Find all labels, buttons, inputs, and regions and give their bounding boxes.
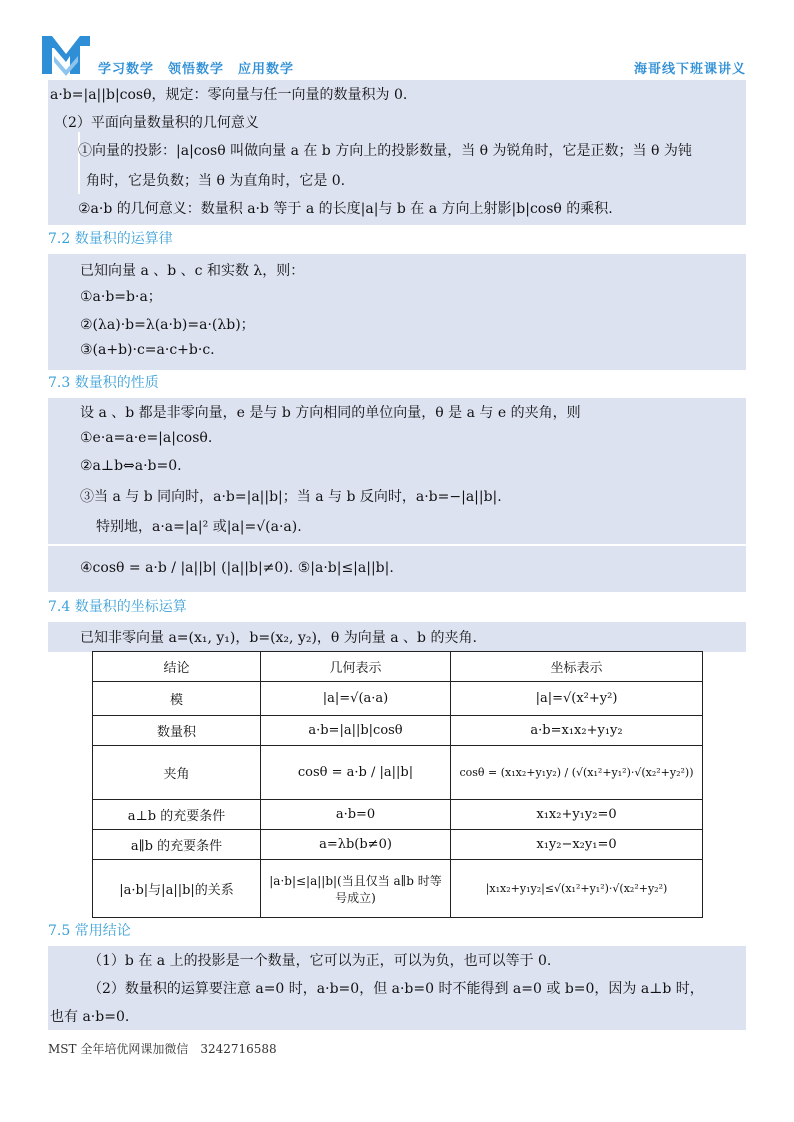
- section-title-7-5: 7.5 常用结论: [48, 923, 131, 939]
- coordinates-intro: 已知非零向量 a=(x₁, y₁)，b=(x₂, y₂)，θ 为向量 a 、b 的夹角.: [80, 630, 477, 646]
- table-row: [93, 716, 703, 746]
- content-box-conclusions: [48, 946, 746, 1030]
- content-box-definition: [48, 80, 746, 225]
- content-box-properties: [48, 398, 746, 544]
- property-3-special: 特别地，a·a=|a|² 或|a|=√(a·a).: [96, 519, 302, 535]
- table-row: [93, 860, 703, 918]
- content-box-properties-2: [48, 546, 746, 592]
- header-right-title: 海哥线下班课讲义: [633, 62, 746, 77]
- table-cell: |x₁x₂+y₁y₂|≤√(x₁²+y₁²)·√(x₂²+y₂²): [451, 860, 703, 918]
- coordinate-table: [92, 651, 702, 917]
- table-row: [93, 830, 703, 860]
- mst-logo-icon: [40, 32, 92, 76]
- table-cell: |a·b|与|a||b|的关系: [93, 860, 261, 918]
- table-cell: |a·b|≤|a||b|(当且仅当 a∥b 时等号成立): [261, 860, 451, 918]
- table-header-conclusion: 结论: [93, 652, 261, 682]
- section-title-7-3: 7.3 数量积的性质: [48, 375, 159, 391]
- conclusion-1: （1）b 在 a 上的投影是一个数量，它可以为正，可以为负，也可以等于 0.: [88, 953, 552, 969]
- law-distributive: ③(a+b)·c=a·c+b·c.: [80, 342, 215, 358]
- law-commutative: ①a·b=b·a；: [80, 289, 162, 305]
- content-box-laws: [48, 254, 746, 370]
- footer-text: MST 全年培优网课加微信 3242716588: [48, 1042, 277, 1056]
- property-4-5: ④cosθ = a·b / |a||b| (|a||b|≠0). ⑤|a·b|≤|a||b|.: [80, 560, 394, 576]
- property-1: ①e·a=a·e=|a|cosθ.: [80, 430, 213, 446]
- conclusion-2-line-1: （2）数量积的运算要注意 a=0 时，a·b=0，但 a·b=0 时不能得到 a=0 或 b=0，因为 a⊥b 时，: [88, 981, 704, 997]
- table-cell: a·b=|a||b|cosθ: [261, 716, 451, 746]
- table-row: [93, 800, 703, 830]
- conclusion-2-line-2: 也有 a·b=0.: [50, 1009, 130, 1025]
- property-2: ②a⊥b⇔a·b=0.: [80, 458, 182, 474]
- table-row: [93, 682, 703, 716]
- table-cell: a·b=0: [261, 800, 451, 830]
- table-cell: cosθ = a·b / |a||b|: [261, 746, 451, 800]
- definition-line: a·b=|a||b|cosθ，规定：零向量与任一向量的数量积为 0.: [50, 87, 408, 103]
- table-cell: x₁x₂+y₁y₂=0: [451, 800, 703, 830]
- page-header: [0, 0, 794, 84]
- content-box-coordinates: [48, 622, 746, 652]
- laws-intro: 已知向量 a 、b 、c 和实数 λ，则：: [80, 263, 305, 279]
- properties-intro: 设 a 、b 都是非零向量，e 是与 b 方向相同的单位向量，θ 是 a 与 e 的夹角，则: [80, 405, 581, 421]
- table-cell: |a|=√(a·a): [261, 682, 451, 716]
- table-cell: x₁y₂−x₂y₁=0: [451, 830, 703, 860]
- table-cell: a⊥b 的充要条件: [93, 800, 261, 830]
- table-cell: cosθ = (x₁x₂+y₁y₂) / (√(x₁²+y₁²)·√(x₂²+y₂²)): [451, 746, 703, 800]
- subheading-geometric-meaning: （2）平面向量数量积的几何意义: [54, 115, 259, 131]
- table-row: [93, 746, 703, 800]
- table-cell: 模: [93, 682, 261, 716]
- projection-line-1: ①向量的投影：|a|cosθ 叫做向量 a 在 b 方向上的投影数量，当 θ 为锐角时，它是正数；当 θ 为钝: [78, 143, 692, 159]
- table-cell: 数量积: [93, 716, 261, 746]
- section-title-7-4: 7.4 数量积的坐标运算: [48, 599, 187, 615]
- section-title-7-2: 7.2 数量积的运算律: [48, 231, 173, 247]
- table-cell: 夹角: [93, 746, 261, 800]
- projection-line-2: 角时，它是负数；当 θ 为直角时，它是 0.: [86, 173, 346, 189]
- law-scalar: ②(λa)·b=λ(a·b)=a·(λb)；: [80, 317, 255, 333]
- property-3: ③当 a 与 b 同向时，a·b=|a||b|；当 a 与 b 反向时，a·b=−|a||b|.: [80, 489, 502, 505]
- header-tagline: 学习数学 领悟数学 应用数学: [98, 62, 295, 77]
- geometric-meaning-line: ②a·b 的几何意义：数量积 a·b 等于 a 的长度|a|与 b 在 a 方向上射影|b|cosθ 的乘积.: [78, 201, 613, 217]
- table-header-coordinate: 坐标表示: [451, 652, 703, 682]
- table-header-geometric: 几何表示: [261, 652, 451, 682]
- table-cell: a=λb(b≠0): [261, 830, 451, 860]
- table-cell: |a|=√(x²+y²): [451, 682, 703, 716]
- table-cell: a∥b 的充要条件: [93, 830, 261, 860]
- table-cell: a·b=x₁x₂+y₁y₂: [451, 716, 703, 746]
